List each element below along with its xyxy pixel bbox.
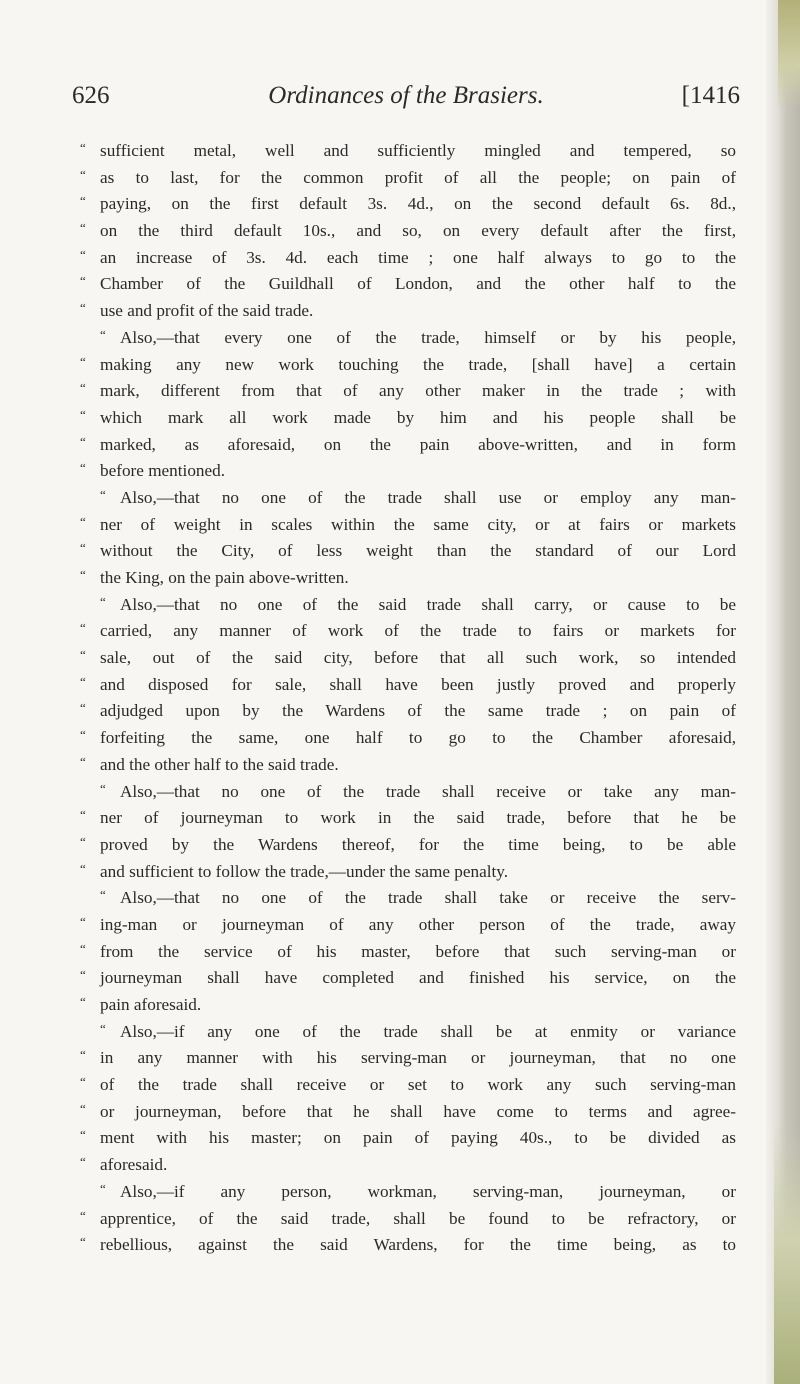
text-line (80, 859, 736, 886)
text-line (80, 352, 736, 379)
quote-mark: “ (80, 753, 86, 769)
line-text: and the other half to the said trade. (100, 754, 339, 774)
quote-mark: “ (80, 1154, 86, 1170)
text-line (80, 965, 736, 992)
line-text: as to last, for the common profit of all the people; on pain of (100, 167, 736, 187)
text-line (80, 1232, 736, 1259)
text-line (80, 725, 736, 752)
line-text: ment with his master; on pain of paying 40s., to be divided as (100, 1128, 736, 1148)
line-text: which mark all work made by him and his people shall be (100, 407, 736, 427)
line-text: and disposed for sale, shall have been justly proved and properly (100, 674, 736, 694)
line-text: ing-man or journeyman of any other person of the trade, away (100, 914, 736, 934)
text-line (80, 779, 736, 806)
line-text: apprentice, of the said trade, shall be found to be refractory, or (100, 1208, 736, 1228)
quote-mark: “ (80, 166, 86, 182)
page-number: 626 (72, 82, 110, 109)
text-line (80, 458, 736, 485)
text-line (80, 565, 736, 592)
quote-mark: “ (80, 913, 86, 929)
line-text: and sufficient to follow the trade,—under the same penalty. (100, 861, 509, 881)
line-text: use and profit of the said trade. (100, 301, 314, 321)
text-line (80, 485, 736, 512)
quote-mark: “ (80, 540, 86, 556)
text-line (80, 1072, 736, 1099)
quote-mark: “ (80, 700, 86, 716)
quote-mark: “ (80, 940, 86, 956)
text-line (80, 698, 736, 725)
text-line (80, 512, 736, 539)
text-line (80, 165, 736, 192)
quote-mark: “ (80, 193, 86, 209)
quote-mark: “ (100, 780, 106, 796)
quote-mark: “ (80, 1234, 86, 1250)
line-text: or journeyman, before that he shall have come to terms and agree- (100, 1101, 736, 1121)
line-text: forfeiting the same, one half to go to the Chamber aforesaid, (100, 728, 736, 748)
quote-mark: “ (80, 1207, 86, 1223)
quote-mark: “ (100, 326, 106, 342)
quote-mark: “ (100, 1020, 106, 1036)
line-text: rebellious, against the said Wardens, for the time being, as to (100, 1235, 736, 1255)
text-line (80, 245, 736, 272)
line-text: sale, out of the said city, before that all such work, so intended (100, 648, 736, 668)
text-line (80, 912, 736, 939)
quote-mark: “ (100, 486, 106, 502)
line-text: sufficient metal, well and sufficiently mingled and tempered, so (100, 141, 736, 160)
line-text: Also,—that every one of the trade, himself or by his people, (120, 327, 736, 347)
quote-mark: “ (80, 380, 86, 396)
quote-mark: “ (80, 246, 86, 262)
line-text: adjudged upon by the Wardens of the same trade ; on pain of (100, 701, 736, 721)
text-line (80, 218, 736, 245)
line-text: paying, on the first default 3s. 4d., on the second default 6s. 8d., (100, 194, 736, 214)
text-line (80, 191, 736, 218)
quote-mark: “ (80, 807, 86, 823)
quote-mark: “ (80, 833, 86, 849)
line-text: before mentioned. (100, 461, 226, 481)
quote-mark: “ (100, 1180, 106, 1196)
text-line (80, 672, 736, 699)
quote-mark: “ (80, 433, 86, 449)
quote-mark: “ (80, 567, 86, 582)
text-line (80, 405, 736, 432)
quote-mark: “ (80, 1127, 86, 1143)
page-edge-stain-bottom (774, 1124, 800, 1384)
quote-mark: “ (80, 140, 86, 155)
text-line (80, 325, 736, 352)
text-line (80, 1206, 736, 1233)
text-line (80, 618, 736, 645)
line-text: pain aforesaid. (100, 995, 202, 1014)
quote-mark: “ (80, 353, 86, 369)
line-text: Also,—that no one of the trade shall receive or take any man- (120, 781, 736, 801)
text-line (80, 832, 736, 859)
quote-mark: “ (80, 860, 86, 876)
text-line (80, 992, 736, 1019)
text-line (80, 885, 736, 912)
page-edge-stain-top (778, 0, 800, 110)
running-header (72, 82, 740, 122)
quote-mark: “ (100, 593, 106, 609)
line-text: the King, on the pain above-written. (100, 568, 349, 587)
quote-mark: “ (80, 1100, 86, 1116)
quote-mark: “ (80, 994, 86, 1009)
quote-mark: “ (80, 647, 86, 663)
text-line (80, 645, 736, 672)
quote-mark: “ (80, 300, 86, 316)
line-text: ner of journeyman to work in the said trade, before that he be (100, 808, 736, 828)
quote-mark: “ (100, 887, 106, 903)
line-text: making any new work touching the trade, [shall have] a certain (100, 354, 736, 374)
text-line (80, 1152, 736, 1179)
text-line (80, 805, 736, 832)
line-text: on the third default 10s., and so, on every default after the first, (100, 221, 736, 241)
line-text: Also,—that no one of the trade shall use or employ any man- (120, 487, 736, 507)
body-text (80, 138, 736, 1259)
line-text: journeyman shall have completed and finished his service, on the (100, 968, 736, 988)
line-text: Also,—that no one of the trade shall take or receive the serv- (120, 888, 736, 908)
line-text: ner of weight in scales within the same city, or at fairs or markets (100, 514, 736, 534)
line-text: of the trade shall receive or set to work any such serving-man (100, 1075, 736, 1095)
quote-mark: “ (80, 273, 86, 289)
quote-mark: “ (80, 513, 86, 529)
year-marker: [1416 (681, 82, 740, 109)
text-line (80, 298, 736, 325)
text-line (80, 138, 736, 165)
quote-mark: “ (80, 1047, 86, 1063)
line-text: in any manner with his serving-man or journeyman, that no one (100, 1048, 736, 1068)
line-text: carried, any manner of work of the trade to fairs or markets for (100, 621, 736, 641)
text-line (80, 592, 736, 619)
line-text: an increase of 3s. 4d. each time ; one half always to go to the (100, 247, 736, 267)
text-line (80, 1045, 736, 1072)
quote-mark: “ (80, 967, 86, 983)
quote-mark: “ (80, 1074, 86, 1090)
line-text: Chamber of the Guildhall of London, and the other half to the (100, 274, 736, 294)
text-line (80, 1125, 736, 1152)
line-text: aforesaid. (100, 1155, 168, 1175)
text-line (80, 1099, 736, 1126)
text-line (80, 271, 736, 298)
text-line (80, 538, 736, 565)
text-line (80, 1179, 736, 1206)
quote-mark: “ (80, 460, 86, 476)
line-text: mark, different from that of any other maker in the trade ; with (100, 381, 736, 401)
text-line (80, 1019, 736, 1046)
text-line (80, 432, 736, 459)
running-title: Ordinances of the Brasiers. (268, 82, 544, 109)
quote-mark: “ (80, 620, 86, 636)
text-line (80, 939, 736, 966)
quote-mark: “ (80, 406, 86, 422)
text-line (80, 378, 736, 405)
text-line (80, 752, 736, 779)
quote-mark: “ (80, 220, 86, 236)
line-text: Also,—if any person, workman, serving-man, journeyman, or (120, 1181, 736, 1201)
line-text: Also,—that no one of the said trade shall carry, or cause to be (120, 594, 736, 614)
line-text: proved by the Wardens thereof, for the time being, to be able (100, 834, 736, 854)
line-text: marked, as aforesaid, on the pain above-written, and in form (100, 434, 736, 454)
line-text: Also,—if any one of the trade shall be at enmity or variance (120, 1021, 736, 1041)
quote-mark: “ (80, 673, 86, 689)
quote-mark: “ (80, 727, 86, 743)
line-text: from the service of his master, before that such serving-man or (100, 941, 736, 961)
line-text: without the City, of less weight than the standard of our Lord (100, 541, 736, 561)
